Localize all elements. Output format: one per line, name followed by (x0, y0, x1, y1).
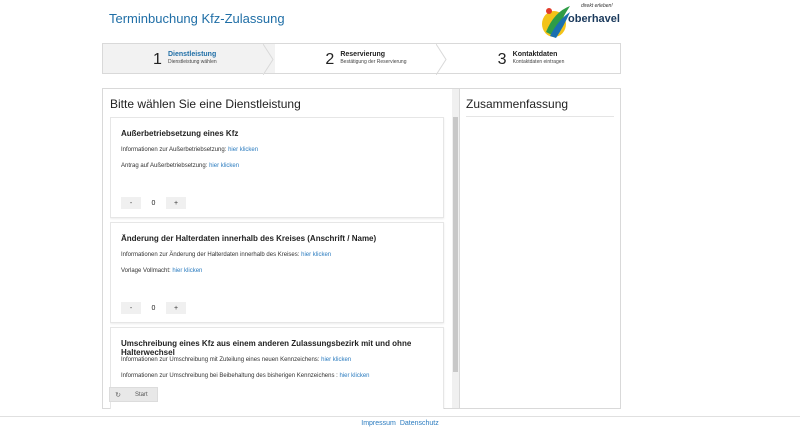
service-card (110, 327, 444, 409)
increment-button[interactable]: + (166, 302, 186, 314)
step-separator-icon (436, 44, 448, 75)
service-title: Umschreibung eines Kfz aus einem anderen Zulassungsbezirk mit und ohne Halterwechsel (121, 339, 412, 357)
step-separator-icon (263, 44, 275, 75)
info-line (121, 147, 258, 153)
quantity-stepper (121, 197, 186, 209)
step-title: Kontaktdaten (512, 51, 558, 58)
quantity-value: 0 (151, 304, 156, 312)
start-label: Start (135, 391, 148, 398)
service-list-scrollbar[interactable] (452, 88, 459, 409)
step-reservierung[interactable] (275, 44, 447, 73)
increment-button[interactable]: + (166, 197, 186, 209)
step-number: 3 (497, 51, 507, 68)
info-text: Vorlage Vollmacht: (121, 268, 171, 274)
info-link[interactable]: hier klicken (339, 373, 370, 379)
decrement-button[interactable]: - (121, 197, 141, 209)
step-title: Reservierung (340, 51, 386, 58)
refresh-icon: ↻ (115, 391, 121, 399)
scrollbar-thumb[interactable] (453, 117, 458, 372)
step-subtitle: Dienstleistung wählen (168, 59, 217, 65)
info-text: Informationen zur Umschreibung bei Beibehaltung des bisherigen Kennzeichens : (121, 373, 338, 379)
footer (0, 420, 800, 427)
decrement-button[interactable]: - (121, 302, 141, 314)
step-kontaktdaten[interactable] (448, 44, 620, 73)
service-card (110, 117, 444, 218)
summary-panel (459, 88, 621, 409)
info-link[interactable]: hier klicken (172, 268, 203, 274)
summary-title: Zusammenfassung (466, 97, 569, 111)
step-subtitle: Bestätigung der Reservierung (340, 59, 407, 65)
page-title: Terminbuchung Kfz-Zulassung (109, 11, 285, 26)
info-line (121, 268, 202, 274)
info-link[interactable]: hier klicken (228, 147, 259, 153)
info-link[interactable]: hier klicken (209, 163, 240, 169)
service-card (110, 222, 444, 323)
logo-wordmark: oberhavel (568, 13, 620, 25)
step-title: Dienstleistung (168, 51, 217, 58)
info-link[interactable]: hier klicken (321, 357, 352, 363)
quantity-value: 0 (151, 199, 156, 207)
panel-title: Bitte wählen Sie eine Dienstleistung (110, 97, 301, 111)
service-list[interactable] (110, 117, 446, 409)
quantity-stepper (121, 302, 186, 314)
info-line (121, 357, 351, 363)
info-text: Informationen zur Außerbetriebsetzung: (121, 147, 227, 153)
service-selection-panel (102, 88, 452, 409)
info-text: Informationen zur Umschreibung mit Zuteilung eines neuen Kennzeichens: (121, 357, 320, 363)
step-dienstleistung[interactable] (103, 44, 275, 73)
info-link[interactable]: hier klicken (301, 252, 332, 258)
step-subtitle: Kontaktdaten eintragen (512, 59, 565, 65)
info-line (121, 373, 370, 379)
start-button[interactable] (109, 387, 158, 402)
step-number: 1 (153, 51, 162, 68)
footer-divider (0, 416, 800, 417)
logo-slogan: direkt erleben! (581, 3, 613, 9)
info-line (121, 163, 239, 169)
divider (466, 116, 614, 117)
info-text: Informationen zur Änderung der Halterdaten innerhalb des Kreises: (121, 252, 300, 258)
datenschutz-link[interactable]: Datenschutz (399, 420, 439, 427)
info-line (121, 252, 331, 258)
service-title: Außerbetriebsetzung eines Kfz (121, 129, 239, 138)
impressum-link[interactable]: Impressum (361, 420, 396, 427)
service-title: Änderung der Halterdaten innerhalb des Kreises (Anschrift / Name) (121, 234, 377, 243)
oberhavel-logo[interactable] (540, 2, 620, 40)
progress-stepper (102, 43, 621, 74)
info-text: Antrag auf Außerbetriebsetzung: (121, 163, 208, 169)
step-number: 2 (325, 51, 335, 68)
